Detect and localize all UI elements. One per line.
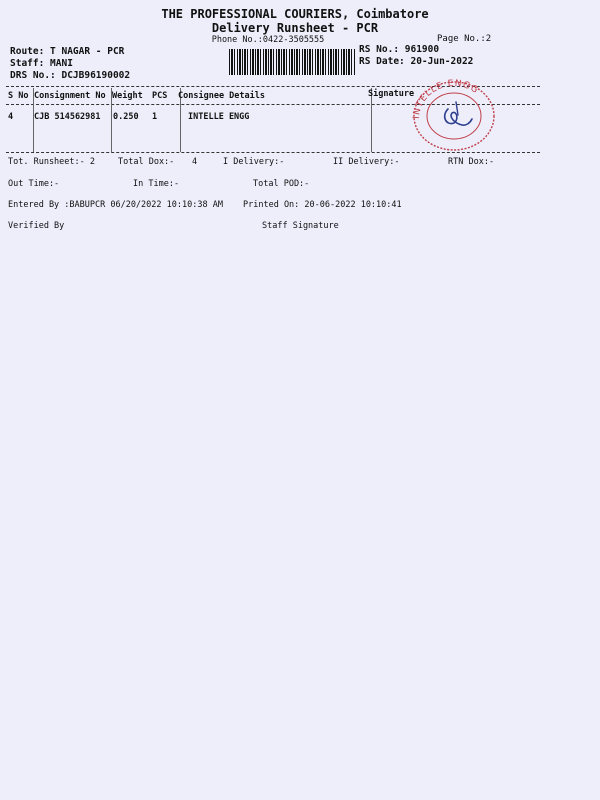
company-title: THE PROFESSIONAL COURIERS, Coimbatore bbox=[161, 7, 429, 21]
row-weight: 0.250 bbox=[113, 112, 139, 122]
entered-by: Entered By :BABUPCR 06/20/2022 10:10:38 AM bbox=[8, 200, 223, 210]
total-dox-label: Total Dox:- bbox=[118, 157, 175, 167]
staff-signature: Staff Signature bbox=[262, 221, 339, 231]
row-consignment: CJB 514562981 bbox=[34, 112, 101, 122]
page-number: Page No.:2 bbox=[437, 34, 492, 44]
total-dox-value: 4 bbox=[192, 157, 198, 167]
document-title: Delivery Runsheet - PCR bbox=[211, 21, 379, 35]
staff-label: Staff: MANI bbox=[10, 58, 73, 69]
rs-number: RS No.: 961900 bbox=[359, 44, 440, 55]
row-sno: 4 bbox=[8, 112, 14, 122]
rs-date: RS Date: 20-Jun-2022 bbox=[359, 56, 474, 67]
total-runsheet: Tot. Runsheet:- 2 bbox=[8, 157, 95, 167]
col-header-weight: Weight bbox=[112, 91, 143, 101]
barcode bbox=[229, 49, 355, 75]
col-header-signature: Signature bbox=[368, 89, 415, 99]
printed-on: Printed On: 20-06-2022 10:10:41 bbox=[243, 200, 402, 210]
table-bottom-divider bbox=[6, 152, 540, 153]
col-header-consignment: Consignment No bbox=[34, 91, 106, 101]
first-delivery: I Delivery:- bbox=[223, 157, 285, 167]
route-label: Route: T NAGAR - PCR bbox=[10, 46, 125, 57]
drs-number: DRS No.: DCJB96190002 bbox=[10, 70, 131, 81]
in-time: In Time:- bbox=[133, 179, 180, 189]
company-stamp bbox=[411, 79, 497, 151]
total-pod: Total POD:- bbox=[253, 179, 310, 189]
col-header-pcs: PCS bbox=[152, 91, 168, 101]
col-header-sno: S No bbox=[8, 91, 29, 101]
return-dox: RTN Dox:- bbox=[448, 157, 495, 167]
phone-number: Phone No.:0422-3505555 bbox=[211, 35, 325, 45]
row-pcs: 1 bbox=[152, 112, 158, 122]
row-consignee: INTELLE ENGG bbox=[188, 112, 250, 122]
out-time: Out Time:- bbox=[8, 179, 60, 189]
verified-by: Verified By bbox=[8, 221, 65, 231]
col-header-consignee: Consignee Details bbox=[178, 91, 265, 101]
svg-text:INTELLE ENGG: INTELLE ENGG bbox=[411, 79, 481, 120]
second-delivery: II Delivery:- bbox=[333, 157, 400, 167]
